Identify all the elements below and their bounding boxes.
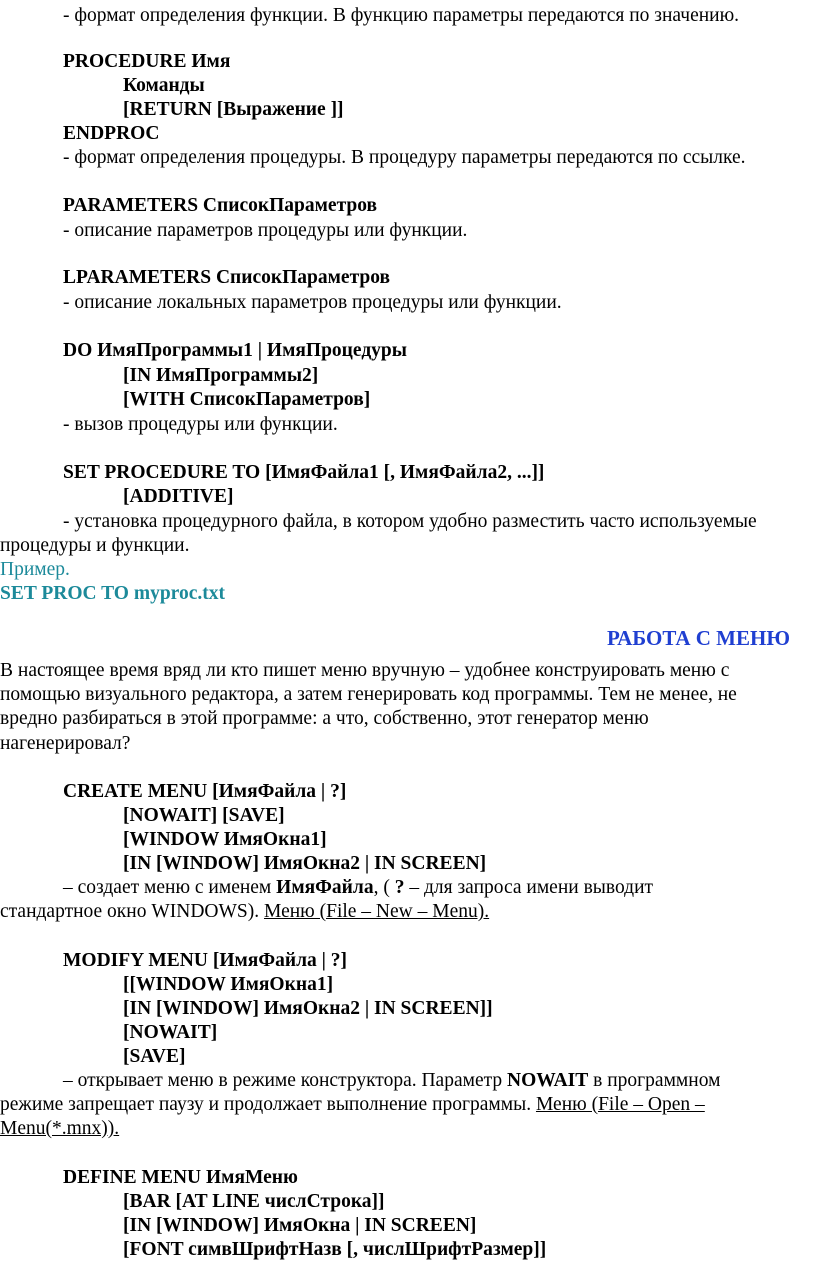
menu-intro-line-2: помощью визуального редактора, а затем генерировать код программы. Тем не менее, не [0,684,737,705]
modify-menu-description-line-1 [63,1069,720,1093]
create-desc2-part-a: стандартное окно WINDOWS). [0,901,264,922]
set-procedure-description-line-2: процедуры и функции. [0,535,190,556]
create-desc-filename: ИмяФайла [276,877,374,898]
modify-desc1-nowait: NOWAIT [507,1070,589,1091]
set-procedure-description-line-1: - установка процедурного файла, в котором удобно разместить часто используемые [63,511,757,532]
do-syntax-line-1: DO ИмяПрограммы1 | ИмяПроцедуры [63,340,408,361]
modify-menu-syntax-line-4: [NOWAIT] [123,1022,218,1043]
create-menu-syntax-line-4: [IN [WINDOW] ИмяОкна2 | IN SCREEN] [123,853,487,874]
create-desc-part-a: – создает меню с именем [63,877,277,898]
function-format-description: - формат определения функции. В функцию параметры передаются по значению. [63,5,740,26]
example-label: Пример. [0,559,70,580]
menu-intro-line-4: нагенерировал? [0,733,131,754]
lparameters-description: - описание локальных параметров процедуры или функции. [63,292,562,313]
do-syntax-line-3: [WITH СписокПараметров] [123,389,371,410]
modify-desc2-menu-path: Меню (File – Open – [535,1094,705,1115]
do-syntax-line-2: [IN ИмяПрограммы2] [123,365,319,386]
define-menu-syntax-line-4: [FONT симвШрифтНазв [, числШрифтРазмер]] [123,1239,547,1260]
procedure-syntax-line-2: Команды [123,75,205,96]
modify-menu-syntax-line-3: [IN [WINDOW] ИмяОкна2 | IN SCREEN]] [123,998,493,1019]
modify-menu-syntax-line-5: [SAVE] [123,1046,186,1067]
lparameters-syntax: LPARAMETERS СписокПараметров [63,267,391,288]
procedure-syntax-line-4: ENDPROC [63,123,160,144]
procedure-syntax-line-3: [RETURN [Выражение ]] [123,99,344,120]
menu-intro-line-3: вредно разбираться в этой программе: а что, собственно, этот генератор меню [0,708,649,729]
modify-menu-description-line-2 [0,1093,705,1117]
modify-desc1-part-a: – открывает меню в режиме конструктора. Параметр [63,1070,507,1091]
create-desc-question: ? [394,877,405,898]
create-menu-syntax-line-2: [NOWAIT] [SAVE] [123,805,285,826]
create-menu-syntax-line-3: [WINDOW ИмяОкна1] [123,829,327,850]
create-menu-description-line-2 [0,900,489,924]
modify-desc2-part-a: режиме запрещает паузу и продолжает выполнение программы. [0,1094,536,1115]
define-menu-syntax-line-3: [IN [WINDOW] ИмяОкна | IN SCREEN] [123,1215,477,1236]
modify-menu-syntax-line-1: MODIFY MENU [ИмяФайла | ?] [63,950,348,971]
set-procedure-syntax-line-2: [ADDITIVE] [123,486,234,507]
parameters-description: - описание параметров процедуры или функции. [63,220,468,241]
modify-menu-syntax-line-2: [[WINDOW ИмяОкна1] [123,974,334,995]
define-menu-syntax-line-2: [BAR [AT LINE числСтрока]] [123,1191,385,1212]
create-desc2-menu-path: Меню (File – New – Menu). [263,901,490,922]
parameters-syntax: PARAMETERS СписокПараметров [63,195,378,216]
define-menu-syntax-line-1: DEFINE MENU ИмяМеню [63,1167,298,1188]
procedure-syntax-line-1: PROCEDURE Имя [63,51,231,72]
create-menu-description-line-1 [63,876,653,900]
menu-intro-line-1: В настоящее время вряд ли кто пишет меню вручную – удобнее конструировать меню с [0,660,730,681]
create-desc-part-c: , ( [373,877,395,898]
set-procedure-syntax-line-1: SET PROCEDURE TO [ИмяФайла1 [, ИмяФайла2, ...]] [63,462,545,483]
modify-menu-description-line-3: Menu(*.mnx)). [0,1118,120,1139]
create-desc-part-e: – для запроса имени выводит [404,877,654,898]
procedure-format-description: - формат определения процедуры. В процедуру параметры передаются по ссылке. [63,147,746,168]
modify-desc1-part-c: в программном [588,1070,721,1091]
create-menu-syntax-line-1: CREATE MENU [ИмяФайла | ?] [63,781,347,802]
example-code: SET PROC TO myproc.txt [0,583,226,604]
do-description: - вызов процедуры или функции. [63,414,338,435]
section-heading: РАБОТА С МЕНЮ [607,626,790,650]
